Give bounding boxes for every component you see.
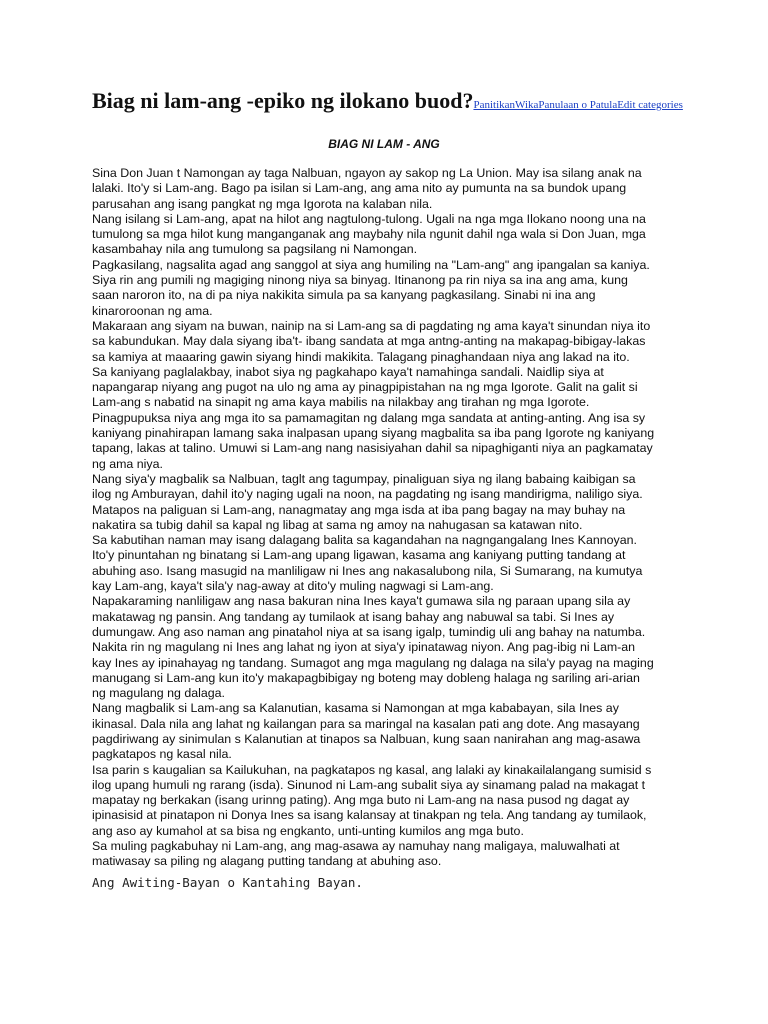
- body-line: Sina Don Juan t Namongan ay taga Nalbuan, ngayon ay sakop ng La Union. May isa silang anak na: [92, 166, 642, 180]
- body-line: tumulong sa mga hilot kung manganganak ang maybahy nila ngunit dahil nga wala si Don Juan, mga: [92, 227, 646, 242]
- body-line: ang aso ay kumahol at sa bisa ng engkanto, unti-unting kumilos ang mga buto.: [92, 823, 524, 838]
- body-line: Lam-ang s nabatid na sinapit ng ama kaya mabilis na nilakbay ang tirahan ng mga Igorote.: [92, 395, 590, 410]
- body-line: Makaraan ang siyam na buwan, nainip na si Lam-ang sa di pagdating ng ama kaya't sinundan niya ito: [92, 318, 651, 333]
- page-title: [92, 88, 752, 114]
- body-line: makatawag ng pansin. Ang tandang ay tumilaok at isang bahay ang nabuwal sa tabi. Si Ines ay: [92, 609, 615, 624]
- body-line: sa kabundukan. May dala siyang iba't- ibang sandata at mga antng-anting na makapag-bibigay-lakas: [92, 334, 646, 349]
- body-line: manugang si Lam-ang kun ito'y makapagbibigay ng boteng may dobleng halaga ng sariling ari-arian: [92, 670, 640, 685]
- body-line: kaniyang pinahirapan lamang saka inalpasan upang siyang magbalita sa iba pang Igorote ng kaniyang: [92, 426, 655, 441]
- body-line: kinaroroonan ng ama.: [92, 303, 213, 318]
- section-heading: BIAG NI LAM - ANG: [328, 137, 440, 151]
- body-line: Nang magbalik si Lam-ang sa Kalanutian, kasama si Namongan at mga kababayan, sila Ines ay: [92, 701, 619, 716]
- body-line: napangarap niyang ang pugot na ulo ng ama ay pinagpipistahan na ng mga Igorote. Galit na galit si: [92, 380, 638, 395]
- body-line: Napakaraming nanliligaw ang nasa bakuran nina Ines kaya't gumawa sila ng paraan upang sila ay: [92, 594, 631, 609]
- body-line: Nakita rin ng magulang ni Ines ang lahat ng iyon at siya'y ipinatawag niyon. Ang pag-ibig ni Lam-an: [92, 640, 636, 655]
- body-line: Pinagpupuksa niya ang mga ito sa pamamagitan ng dalang mga sandata at anting-anting. Ang isa sy: [92, 410, 646, 425]
- categories-link[interactable]: PanitikanWikaPanulaan o PatulaEdit categories: [473, 99, 683, 111]
- body-line: Nang isilang si Lam-ang, apat na hilot ang nagtulong-tulong. Ugali na nga mga Ilokano noong una na: [92, 211, 646, 226]
- body-line: Sa muling pagkabuhay ni Lam-ang, ang mag-asawa ay namuhay nang maligaya, maluwalhati at: [92, 839, 620, 854]
- body-line: tapang, lakas at talino. Umuwi si Lam-ang nang nasisiyahan dahil sa nipaghiganti niya an pagkamatay: [92, 441, 653, 456]
- body-line: Sa kaniyang paglalakbay, inabot siya ng pagkahapo kaya't namahinga sandali. Naidlip siya at: [92, 364, 604, 379]
- body-line: lalaki. Ito'y si Lam-ang. Bago pa isilan si Lam-ang, ang ama nito ay pumunta na sa bundok upang: [92, 181, 627, 196]
- body-line: Matapos na paliguan si Lam-ang, nanagmatay ang mga isda at iba pang bagay na may buhay na: [92, 502, 626, 517]
- body-line: Pagkasilang, nagsalita agad ang sanggol at siya ang humiling na "Lam-ang" ang ipangalan sa kaniya.: [92, 257, 650, 272]
- body-line: nakatira sa tubig dahil sa kapal ng libag at sama ng amoy na nahugasan sa katawan nito.: [92, 517, 583, 532]
- body-line: Isa parin s kaugalian sa Kailukuhan, na pagkatapos ng kasal, ang lalaki ay kinakailalangang sumisid s: [92, 762, 652, 777]
- next-section-heading: Ang Awiting-Bayan o Kantahing Bayan.: [92, 875, 363, 890]
- body-line: Ito'y pinuntahan ng binatang si Lam-ang upang ligawan, kasama ang kaniyang putting tandang at: [92, 548, 626, 563]
- body-line: saan naroron ito, na di pa niya nakikita simula pa sa kanyang pagkasilang. Sinabi ni ina ang: [92, 288, 596, 303]
- body-line: kay Lam-ang, kaya't sila'y nag-away at dito'y muling nagwagi si Lam-ang.: [92, 579, 494, 594]
- body-line: mapatay ng berkakan (isang urinng pating). Ang mga buto ni Lam-ang na nasa pusod ng dagat ay: [92, 793, 630, 808]
- body-line: ipinasisid at pinatapon ni Donya Ines sa isang kalansay at tinakpan ng tela. Ang tandang ay tumilaok,: [92, 808, 647, 823]
- body-line: parusahan ang isang pangkat ng mga Igorota na kalaban nila.: [92, 196, 433, 211]
- body-line: kasambahay nila ang tumulong sa pagsilang ni Namongan.: [92, 242, 418, 257]
- body-line: pagdiriwang ay sinimulan s Kalanutian at tinapos sa Nalbuan, kung saan nanirahan ang mag-asawa: [92, 731, 641, 746]
- body-line: ng magulang ng dalaga.: [92, 686, 225, 701]
- article-body: [92, 166, 682, 870]
- body-line: matiwasay sa piling ng alagang putting tandang at abuhing aso.: [92, 854, 442, 869]
- body-line: abuhing aso. Isang masugid na manliligaw ni Ines ang nakasalubong nila, Si Sumarang, na kumutya: [92, 563, 643, 578]
- body-line: ilog upang humuli ng rarang (isda). Sinunod ni Lam-ang subalit siya ay sinamang palad na makagat t: [92, 777, 646, 792]
- body-line: Nang siya'y magbalik sa Nalbuan, taglt ang tagumpay, pinaliguan siya ng ilang babaing kaibigan sa: [92, 471, 636, 486]
- body-line: Siya rin ang pumili ng magiging ninong niya sa binyag. Itinanong pa rin niya sa ina ang ama, kung: [92, 273, 628, 288]
- body-line: ng ama niya.: [92, 456, 163, 471]
- body-line: ilog ng Amburayan, dahil ito'y naging ugali na noon, na pagdating ng isang mandirigma, naliligo siya.: [92, 487, 643, 502]
- body-line: pagkatapos ng kasal nila.: [92, 747, 232, 762]
- body-line: ikinasal. Dala nila ang lahat ng kailangan para sa maringal na kasalan pati ang dote. Ang masayang: [92, 716, 640, 731]
- body-line: dumungaw. Ang aso naman ang pinatahol niya at sa isang igalp, tumindig uli ang bahay na natumba.: [92, 624, 646, 639]
- body-line: sa kamiya at maaaring gawin siyang hindi makikita. Talagang pinaghandaan niya ang lakad na ito.: [92, 349, 630, 364]
- body-line: Sa kabutihan naman may isang dalagang balita sa kagandahan na nagngangalang Ines Kannoyan.: [92, 533, 637, 548]
- body-line: kay Ines ay ipinahayag ng tandang. Sumagot ang mga magulang ng dalaga na sila'y payag na maging: [92, 655, 654, 670]
- article-title: Biag ni lam-ang -epiko ng ilokano buod?: [92, 88, 474, 113]
